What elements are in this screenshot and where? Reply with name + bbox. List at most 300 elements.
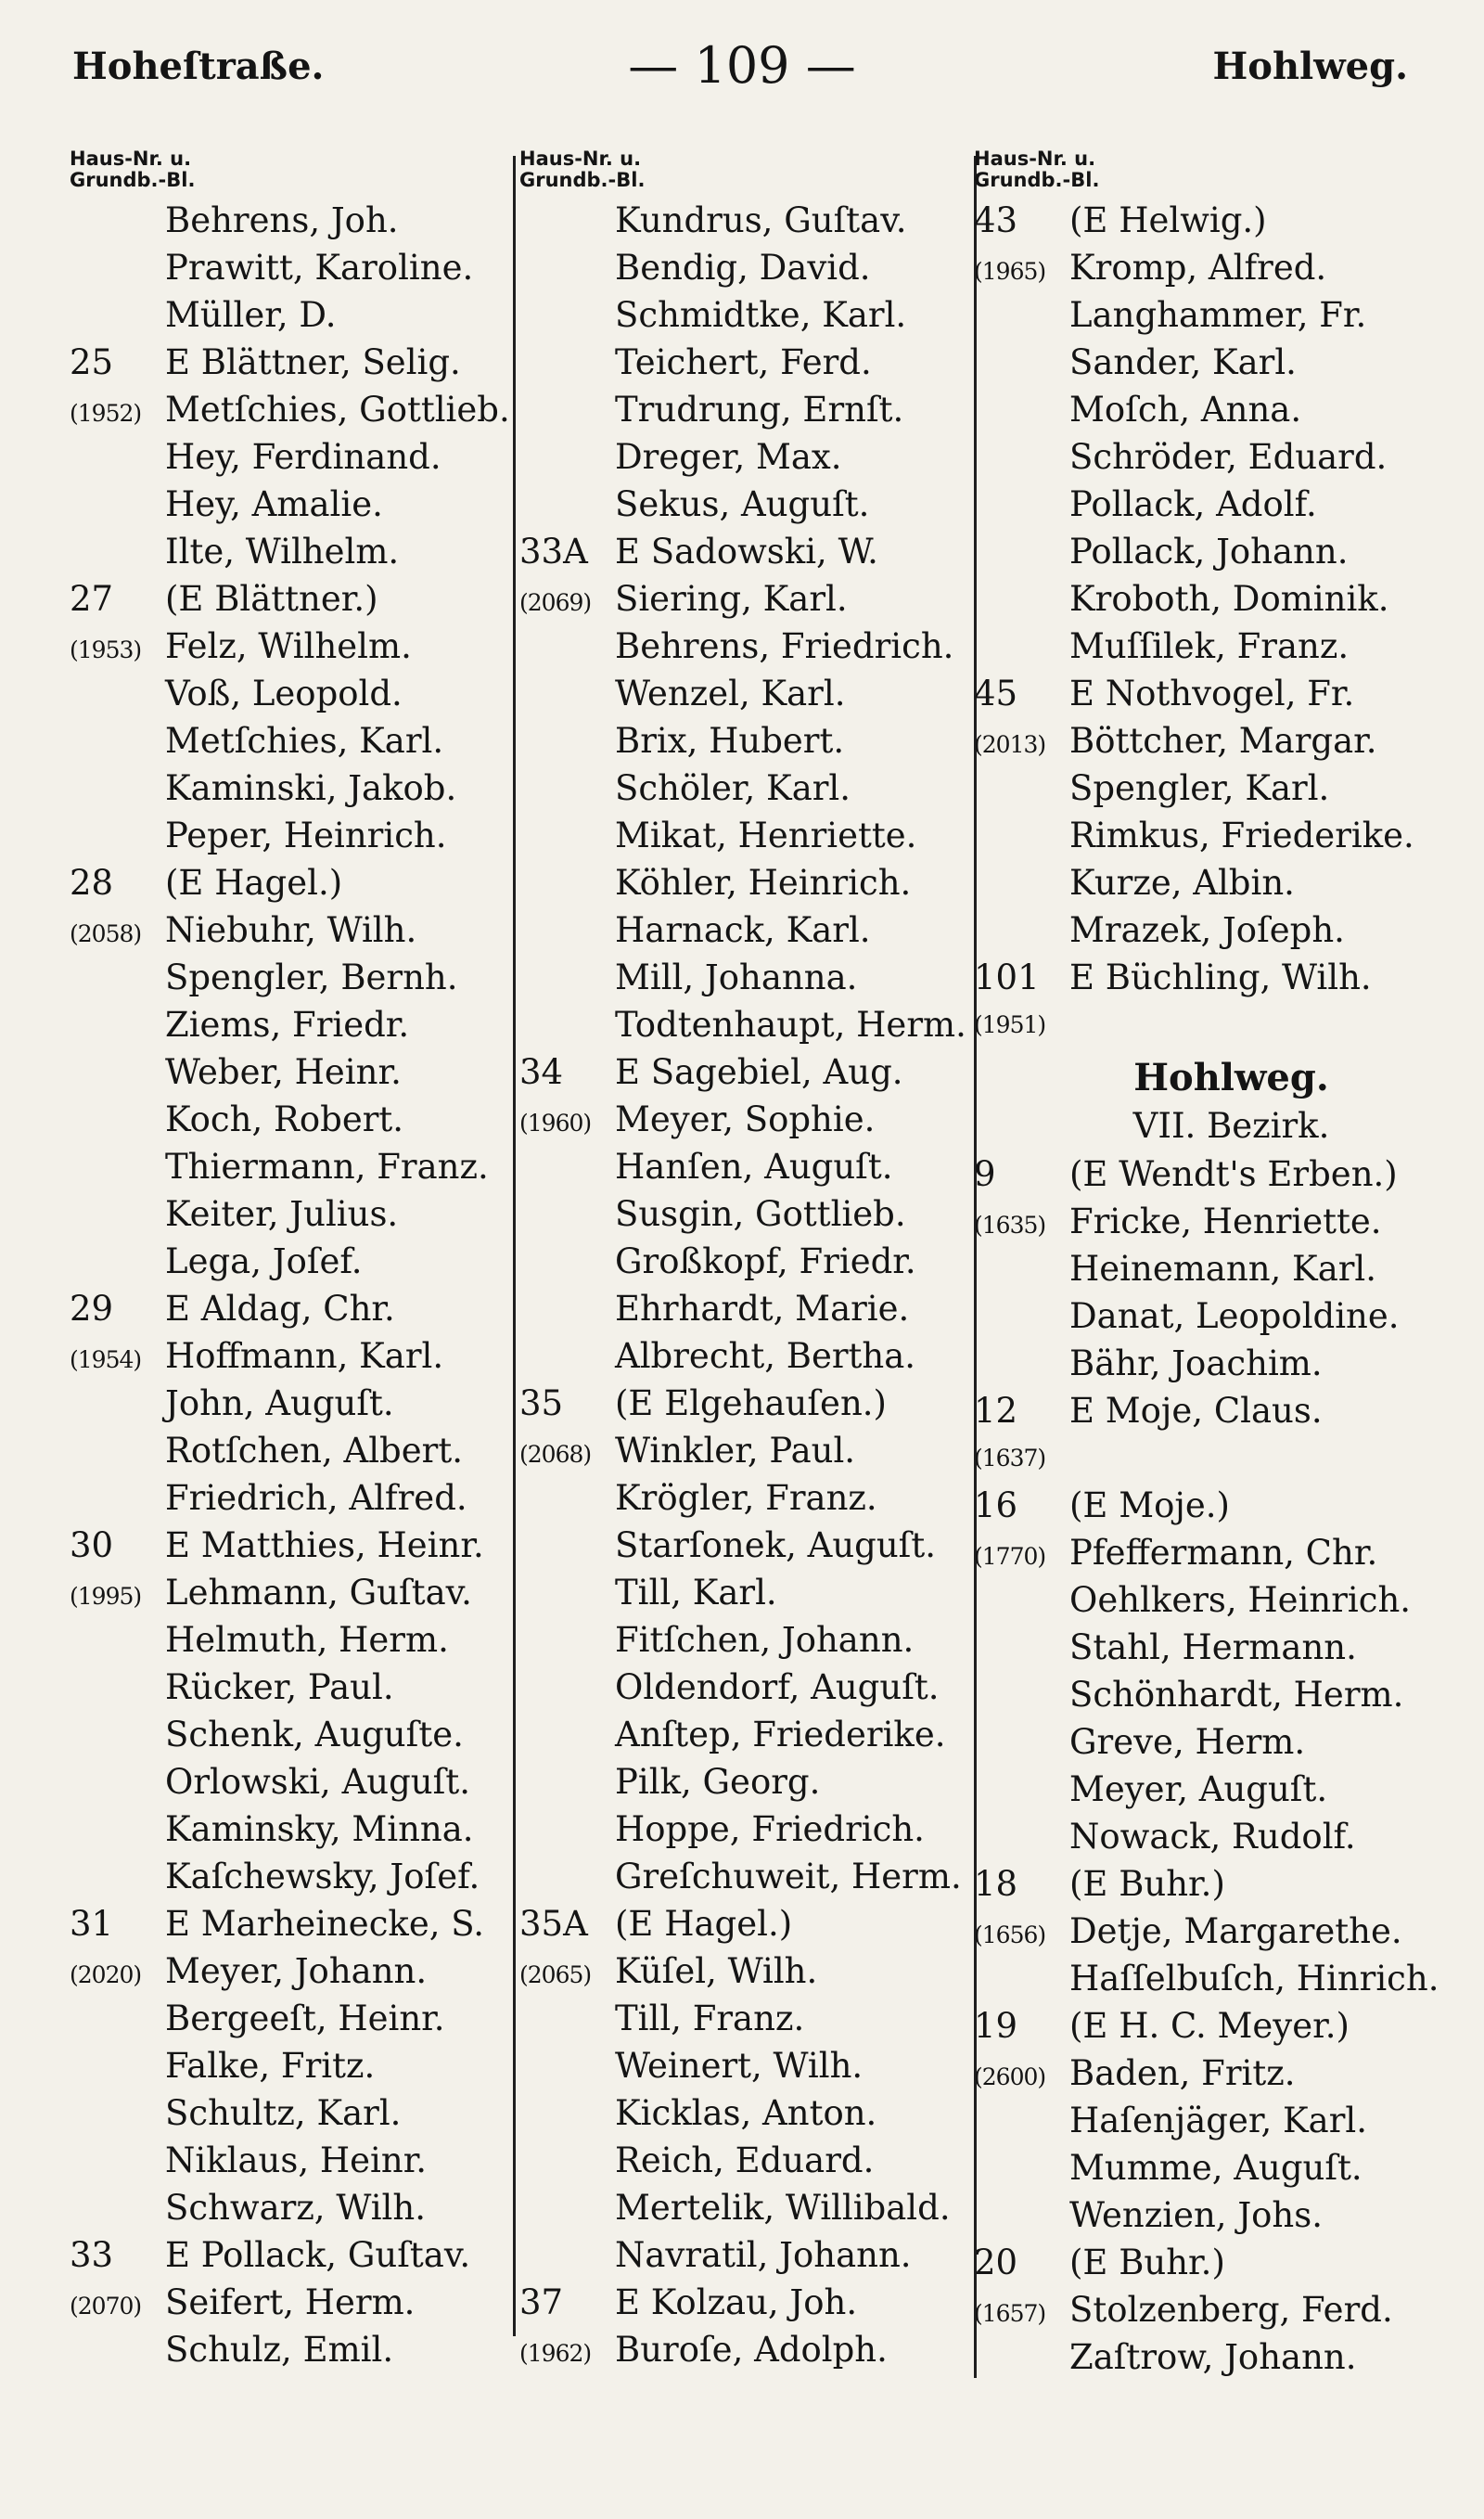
column-header	[974, 148, 1433, 197]
ledger-number: (1770)	[974, 1543, 1046, 1570]
entry-line	[974, 244, 1433, 291]
entry-line	[519, 2184, 972, 2231]
ledger-number: (1656)	[974, 1921, 1046, 1948]
entry-line	[70, 2042, 513, 2089]
resident-name: Greſchuweit, Herm.	[615, 1857, 962, 1896]
resident-name: (E Elgehauſen.)	[615, 1383, 887, 1423]
resident-name: Keiter, Julius.	[165, 1194, 399, 1234]
resident-name: Brix, Hubert.	[615, 721, 845, 761]
resident-name: Hanſen, Auguſt.	[615, 1147, 893, 1187]
entry-line	[70, 2326, 513, 2373]
entry-line	[70, 1947, 513, 1995]
entry-line	[70, 1569, 513, 1616]
resident-name: Susgin, Gottlieb.	[615, 1194, 906, 1234]
entry-line	[974, 575, 1433, 623]
resident-name: Mrazek, Joſeph.	[1069, 910, 1345, 950]
resident-name: Danat, Leopoldine.	[1069, 1296, 1400, 1336]
resident-name: (E Buhr.)	[1069, 1864, 1225, 1904]
resident-name: Meyer, Sophie.	[615, 1099, 876, 1139]
resident-name: Behrens, Joh.	[165, 200, 399, 240]
ledger-number: (2600)	[974, 2063, 1046, 2090]
ledger-number: (1637)	[974, 1445, 1046, 1472]
resident-name: Navratil, Johann.	[615, 2235, 912, 2275]
ledger-number: (2068)	[519, 1441, 592, 1468]
resident-name: Stahl, Hermann.	[1069, 1627, 1357, 1667]
entry-line	[70, 1522, 513, 1569]
house-number: 35	[519, 1383, 564, 1423]
column-header	[70, 148, 513, 197]
entry-line	[519, 1758, 972, 1806]
entry-line	[974, 812, 1433, 859]
entry-line	[519, 2137, 972, 2184]
resident-name: Wenzel, Karl.	[615, 674, 846, 713]
ledger-number: (1635)	[974, 1212, 1046, 1239]
resident-name: Falke, Fritz.	[165, 2046, 376, 2086]
resident-name: Langhammer, Fr.	[1069, 295, 1367, 335]
resident-name: Pilk, Georg.	[615, 1762, 821, 1802]
entry-line	[974, 339, 1433, 386]
resident-name: Spengler, Karl.	[1069, 768, 1330, 808]
resident-name: Voß, Leopold.	[165, 674, 403, 713]
resident-name: Todtenhaupt, Herm.	[615, 1005, 966, 1045]
resident-name: Pfeffermann, Chr.	[1069, 1533, 1378, 1573]
entry-line	[519, 1806, 972, 1853]
house-number: 43	[974, 200, 1018, 240]
entry-line	[70, 2231, 513, 2279]
entry-line	[974, 906, 1433, 954]
entry-line	[519, 433, 972, 481]
resident-name: Felz, Wilhelm.	[165, 626, 412, 666]
entry-line	[70, 1332, 513, 1380]
entry-line	[519, 386, 972, 433]
resident-name: Friedrich, Alfred.	[165, 1478, 467, 1518]
entry-line	[974, 1955, 1439, 2002]
resident-name: Bähr, Joachim.	[1069, 1343, 1323, 1383]
resident-name: Kaſchewsky, Joſef.	[165, 1857, 480, 1896]
resident-name: Ziems, Friedr.	[165, 1005, 410, 1045]
entry-line	[70, 1474, 513, 1522]
column-3	[974, 148, 1439, 2381]
entry-line	[974, 2286, 1433, 2333]
resident-name: Till, Franz.	[615, 1998, 805, 2038]
entry-line	[519, 1474, 972, 1522]
column-1	[70, 148, 513, 2373]
resident-name: Zaſtrow, Johann.	[1069, 2337, 1357, 2377]
entry-list	[974, 1150, 1439, 2381]
entry-line	[974, 2097, 1433, 2144]
resident-name: Sander, Karl.	[1069, 342, 1297, 382]
resident-name: Weber, Heinr.	[165, 1052, 402, 1092]
entry-line	[70, 1711, 513, 1758]
entry-line	[70, 954, 513, 1001]
entry-line	[70, 1616, 513, 1664]
entry-line	[519, 2231, 972, 2279]
entry-line	[519, 1711, 972, 1758]
ledger-number: (1962)	[519, 2340, 592, 2367]
resident-name: Rücker, Paul.	[165, 1667, 394, 1707]
column-header-line: Haus-Nr. u.	[519, 148, 642, 170]
entry-line	[974, 291, 1433, 339]
resident-name: Kurze, Albin.	[1069, 863, 1295, 903]
section-title: Hohlweg.	[1133, 1056, 1329, 1099]
entry-line	[974, 1001, 1433, 1048]
entry-line	[974, 1292, 1433, 1340]
entry-line	[974, 1671, 1433, 1718]
entry-line	[70, 1380, 513, 1427]
entry-line	[974, 2050, 1433, 2097]
entry-line	[974, 717, 1433, 765]
resident-name: Nowack, Rudolf.	[1069, 1817, 1356, 1857]
column-2	[519, 148, 972, 2373]
column-header-line: Grundb.-Bl.	[519, 169, 646, 191]
resident-name: Anſtep, Friederike.	[615, 1715, 946, 1754]
house-number: 9	[974, 1154, 996, 1194]
resident-name: Harnack, Karl.	[615, 910, 871, 950]
resident-name: Köhler, Heinrich.	[615, 863, 912, 903]
entry-line	[519, 1947, 972, 1995]
resident-name: Küſel, Wilh.	[615, 1951, 818, 1991]
resident-name: Peper, Heinrich.	[165, 816, 447, 855]
resident-name: Fitſchen, Johann.	[615, 1620, 915, 1660]
column-header-line: Haus-Nr. u.	[974, 148, 1096, 170]
resident-name: Rimkus, Friederike.	[1069, 816, 1414, 855]
entry-line	[974, 481, 1433, 528]
ledger-number: (1965)	[974, 258, 1046, 285]
column-header	[519, 148, 972, 197]
entry-line	[974, 1150, 1433, 1198]
resident-name: Baden, Fritz.	[1069, 2053, 1296, 2093]
entry-line	[974, 1482, 1433, 1529]
house-number: 25	[70, 342, 114, 382]
ledger-number: (2065)	[519, 1961, 592, 1988]
entry-list	[519, 197, 972, 2373]
entry-line	[519, 954, 972, 1001]
resident-name: Hoppe, Friedrich.	[615, 1809, 925, 1849]
resident-name: Helmuth, Herm.	[165, 1620, 449, 1660]
resident-name: Schwarz, Wilh.	[165, 2188, 426, 2228]
resident-name: E Nothvogel, Fr.	[1069, 674, 1355, 713]
entry-line	[70, 1995, 513, 2042]
house-number: 29	[70, 1289, 114, 1329]
entry-line	[70, 717, 513, 765]
resident-name: Niebuhr, Wilh.	[165, 910, 417, 950]
entry-line	[519, 670, 972, 717]
resident-name: Bendig, David.	[615, 248, 871, 288]
resident-name: Winkler, Paul.	[615, 1431, 856, 1471]
resident-name: E Blättner, Selig.	[165, 342, 461, 382]
resident-name: E Marheinecke, S.	[165, 1904, 485, 1944]
ledger-number: (1960)	[519, 1110, 592, 1137]
resident-name: E Aldag, Chr.	[165, 1289, 395, 1329]
resident-name: Kroboth, Dominik.	[1069, 579, 1389, 619]
resident-name: Schmidtke, Karl.	[615, 295, 907, 335]
column-divider	[513, 156, 516, 2336]
entry-line	[974, 528, 1433, 575]
resident-name: Niklaus, Heinr.	[165, 2140, 428, 2180]
entry-line	[70, 244, 513, 291]
resident-name: E Sagebiel, Aug.	[615, 1052, 903, 1092]
resident-name: Kaminsky, Minna.	[165, 1809, 474, 1849]
resident-name: John, Auguſt.	[165, 1383, 394, 1423]
ledger-number: (2020)	[70, 1961, 142, 1988]
resident-name: Großkopf, Friedr.	[615, 1241, 916, 1281]
resident-name: Lega, Joſef.	[165, 1241, 363, 1281]
entry-line	[519, 1238, 972, 1285]
house-number: 30	[70, 1525, 114, 1565]
entry-line	[519, 244, 972, 291]
resident-name: Thiermann, Franz.	[165, 1147, 489, 1187]
resident-name: Spengler, Bernh.	[165, 957, 458, 997]
entry-line	[519, 2089, 972, 2137]
ledger-number: (2013)	[974, 731, 1046, 758]
entry-line	[519, 2279, 972, 2326]
resident-name: Schönhardt, Herm.	[1069, 1675, 1404, 1715]
entry-line	[974, 386, 1433, 433]
resident-name: E Matthies, Heinr.	[165, 1525, 484, 1565]
house-number: 28	[70, 863, 114, 903]
house-number: 27	[70, 579, 114, 619]
resident-name: Müller, D.	[165, 295, 337, 335]
entry-line	[974, 2239, 1433, 2286]
ledger-number: (2069)	[519, 589, 592, 616]
resident-name: Haſenjäger, Karl.	[1069, 2101, 1367, 2140]
resident-name: Hey, Ferdinand.	[165, 437, 441, 477]
entry-line	[974, 954, 1433, 1001]
resident-name: Heinemann, Karl.	[1069, 1249, 1377, 1289]
resident-name: Bergeeſt, Heinr.	[165, 1998, 445, 2038]
entry-line	[519, 1995, 972, 2042]
resident-name: Kicklas, Anton.	[615, 2093, 877, 2133]
resident-name: Metſchies, Gottlieb.	[165, 390, 510, 430]
resident-name: E Sadowski, W.	[615, 532, 878, 572]
entry-list	[974, 197, 1433, 1048]
house-number: 12	[974, 1391, 1018, 1431]
resident-name: Albrecht, Bertha.	[615, 1336, 916, 1376]
resident-name: Pollack, Adolf.	[1069, 484, 1317, 524]
resident-name: Meyer, Auguſt.	[1069, 1769, 1328, 1809]
resident-name: Sekus, Auguſt.	[615, 484, 870, 524]
resident-name: Buroſe, Adolph.	[615, 2330, 888, 2370]
entry-line	[519, 1001, 972, 1048]
entry-line	[974, 197, 1433, 244]
entry-line	[70, 1143, 513, 1190]
entry-line	[519, 1569, 972, 1616]
entry-line	[70, 765, 513, 812]
resident-name: Rotſchen, Albert.	[165, 1431, 463, 1471]
resident-name: Haſſelbuſch, Hinrich.	[1069, 1959, 1439, 1998]
entry-line	[974, 1860, 1433, 1908]
resident-name: Kaminski, Jakob.	[165, 768, 457, 808]
house-number: 33A	[519, 532, 588, 572]
entry-line	[974, 1340, 1433, 1387]
entry-line	[519, 1096, 972, 1143]
house-number: 34	[519, 1052, 564, 1092]
resident-name: Wenzien, Johs.	[1069, 2195, 1324, 2235]
ledger-number: (1995)	[70, 1583, 142, 1610]
resident-name: Schenk, Auguſte.	[165, 1715, 464, 1754]
entry-line	[70, 481, 513, 528]
entry-line	[974, 433, 1433, 481]
entry-line	[519, 1285, 972, 1332]
resident-name: (E H. C. Meyer.)	[1069, 2006, 1350, 2046]
entry-line	[519, 1900, 972, 1947]
entry-line	[70, 1900, 513, 1947]
resident-name: Schultz, Karl.	[165, 2093, 402, 2133]
ledger-number: (1954)	[70, 1346, 142, 1373]
entry-line	[70, 1758, 513, 1806]
resident-name: Kundrus, Guſtav.	[615, 200, 907, 240]
entry-line	[974, 1198, 1433, 1245]
entry-line	[974, 1813, 1433, 1860]
resident-name: (E Buhr.)	[1069, 2243, 1225, 2282]
entry-line	[519, 528, 972, 575]
ledger-number: (1657)	[974, 2300, 1046, 2327]
entry-line	[519, 859, 972, 906]
entry-line	[974, 2191, 1433, 2239]
entry-line	[70, 1048, 513, 1096]
entry-line	[519, 1427, 972, 1474]
entry-line	[519, 1664, 972, 1711]
page-number: — 109 —	[628, 36, 856, 95]
resident-name: Böttcher, Margar.	[1069, 721, 1377, 761]
resident-name: Kromp, Alfred.	[1069, 248, 1327, 288]
resident-name: E Büchling, Wilh.	[1069, 957, 1372, 997]
resident-name: Ilte, Wilhelm.	[165, 532, 400, 572]
resident-name: Behrens, Friedrich.	[615, 626, 954, 666]
entry-line	[70, 2184, 513, 2231]
entry-line	[519, 291, 972, 339]
resident-name: Stolzenberg, Ferd.	[1069, 2290, 1393, 2330]
resident-name: Schröder, Eduard.	[1069, 437, 1388, 477]
resident-name: Mill, Johanna.	[615, 957, 858, 997]
resident-name: (E Hagel.)	[615, 1904, 793, 1944]
entry-line	[519, 575, 972, 623]
resident-name: E Moje, Claus.	[1069, 1391, 1323, 1431]
resident-name: (E Hagel.)	[165, 863, 343, 903]
entry-line	[70, 575, 513, 623]
entry-line	[974, 2002, 1433, 2050]
entry-line	[974, 765, 1433, 812]
entry-line	[70, 1853, 513, 1900]
entry-line	[70, 1190, 513, 1238]
resident-name: Mumme, Auguſt.	[1069, 2148, 1362, 2188]
entry-line	[70, 1238, 513, 1285]
resident-name: E Kolzau, Joh.	[615, 2282, 858, 2322]
entry-line	[519, 2326, 972, 2373]
ledger-number: (1953)	[70, 636, 142, 663]
ledger-number: (2070)	[70, 2293, 142, 2320]
column-header-line: Grundb.-Bl.	[974, 169, 1100, 191]
entry-line	[519, 1616, 972, 1664]
resident-name: Krögler, Franz.	[615, 1478, 877, 1518]
resident-name: Orlowski, Auguſt.	[165, 1762, 470, 1802]
entry-line	[70, 433, 513, 481]
resident-name: Oehlkers, Heinrich.	[1069, 1580, 1412, 1620]
entry-line	[519, 1190, 972, 1238]
resident-name: Till, Karl.	[615, 1573, 777, 1613]
entry-line	[70, 859, 513, 906]
resident-name: Ehrhardt, Marie.	[615, 1289, 910, 1329]
resident-name: Weinert, Wilh.	[615, 2046, 864, 2086]
entry-line	[70, 906, 513, 954]
house-number: 31	[70, 1904, 114, 1944]
entry-line	[519, 765, 972, 812]
house-number: 19	[974, 2006, 1018, 2046]
resident-name: Starſonek, Auguſt.	[615, 1525, 936, 1565]
house-number: 45	[974, 674, 1018, 713]
entry-line	[519, 1380, 972, 1427]
entry-line	[974, 2144, 1433, 2191]
entry-line	[974, 1576, 1433, 1624]
resident-name: (E Helwig.)	[1069, 200, 1267, 240]
entry-line	[974, 623, 1433, 670]
resident-name: (E Wendt's Erben.)	[1069, 1154, 1398, 1194]
entry-line	[70, 1664, 513, 1711]
entry-line	[519, 1853, 972, 1900]
entry-line	[974, 1718, 1433, 1766]
entry-line	[974, 1908, 1433, 1955]
running-head-left: Hoheſtraße.	[72, 45, 325, 88]
ledger-number: (1952)	[70, 400, 142, 427]
resident-name: Pollack, Johann.	[1069, 532, 1349, 572]
entry-line	[974, 1529, 1433, 1576]
entry-line	[974, 1387, 1433, 1434]
resident-name: Oldendorf, Auguſt.	[615, 1667, 940, 1707]
entry-line	[974, 1434, 1433, 1482]
entry-line	[519, 906, 972, 954]
entry-line	[70, 1806, 513, 1853]
entry-list	[70, 197, 513, 2373]
house-number: 33	[70, 2235, 114, 2275]
resident-name: Muſſilek, Franz.	[1069, 626, 1350, 666]
entry-line	[70, 197, 513, 244]
entry-line	[519, 481, 972, 528]
resident-name: Hey, Amalie.	[165, 484, 383, 524]
entry-line	[70, 528, 513, 575]
resident-name: Prawitt, Karoline.	[165, 248, 474, 288]
entry-line	[70, 812, 513, 859]
entry-line	[519, 197, 972, 244]
resident-name: Trudrung, Ernſt.	[615, 390, 904, 430]
entry-line	[70, 1427, 513, 1474]
entry-line	[70, 386, 513, 433]
house-number: 16	[974, 1485, 1018, 1525]
entry-line	[974, 859, 1433, 906]
resident-name: Dreger, Max.	[615, 437, 842, 477]
resident-name: Greve, Herm.	[1069, 1722, 1306, 1762]
resident-name: Siering, Karl.	[615, 579, 848, 619]
resident-name: Detje, Margarethe.	[1069, 1911, 1402, 1951]
resident-name: Meyer, Johann.	[165, 1951, 428, 1991]
resident-name: Lehmann, Guſtav.	[165, 1573, 472, 1613]
entry-line	[70, 1096, 513, 1143]
entry-line	[974, 1766, 1433, 1813]
house-number: 18	[974, 1864, 1018, 1904]
resident-name: Koch, Robert.	[165, 1099, 404, 1139]
entry-line	[70, 2089, 513, 2137]
house-number: 37	[519, 2282, 564, 2322]
house-number: 101	[974, 957, 1040, 997]
resident-name: Fricke, Henriette.	[1069, 1202, 1382, 1241]
entry-line	[974, 2333, 1433, 2381]
resident-name: (E Moje.)	[1069, 1485, 1230, 1525]
column-header-line: Grundb.-Bl.	[70, 169, 196, 191]
resident-name: Schöler, Karl.	[615, 768, 851, 808]
entry-line	[70, 1001, 513, 1048]
entry-line	[519, 1522, 972, 1569]
resident-name: Reich, Eduard.	[615, 2140, 875, 2180]
resident-name: Mertelik, Willibald.	[615, 2188, 951, 2228]
